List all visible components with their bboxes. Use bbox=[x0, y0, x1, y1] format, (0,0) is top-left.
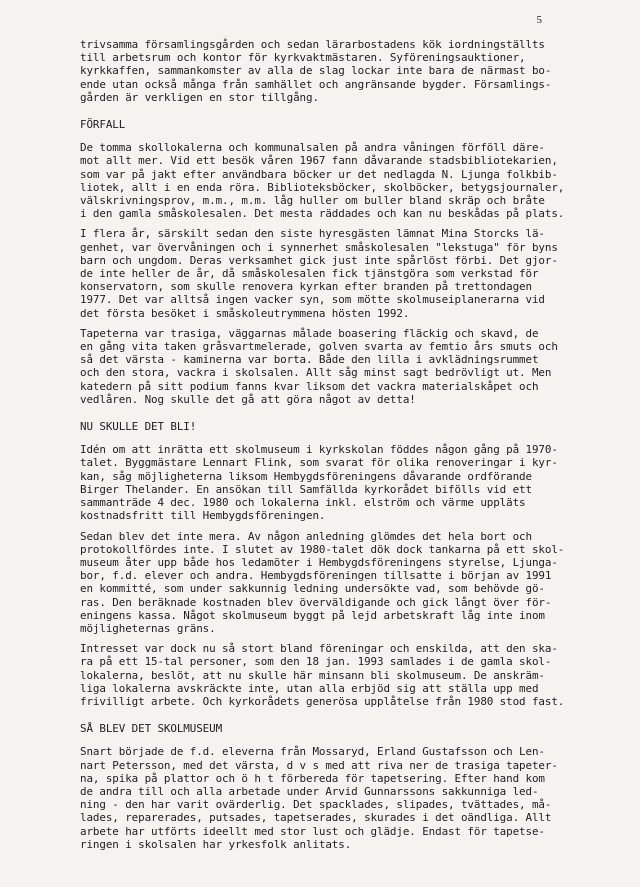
heading-forfall: FÖRFALL bbox=[80, 118, 126, 132]
paragraph-intresset: Intresset var dock nu så stort bland föreningar och enskilda, att den ska- ra på ett 15-tal personer, som den 18 jan. 1993 samlades i de gamla skol- lokalerna, beslöt, att nu skulle här minsann bli skolmuseum. De anskräm- liga lokalerna avskräckte inte, utan alla erbjöd sig att ställa upp med frivilligt arbete. Och kyrkorådets generösa upplåtelse från 1980 stod fast. bbox=[80, 642, 565, 708]
page-number: 5 bbox=[536, 14, 542, 26]
heading-nu-skulle-det-bli: NU SKULLE DET BLI! bbox=[80, 420, 197, 434]
paragraph-sedan-blev-det: Sedan blev det inte mera. Av någon anledning glömdes det hela bort och protokollfördes inte. I slutet av 1980-talet dök dock tankarna på ett skol- museum åter upp både hos ledamöter i Hembygdsföreningens styrelse, Ljunga- bor, f.d. elever och andra. Hembygdsföreningen tillsatte i början av 1991 en kommitté, som under sakkunnig ledning undersökte vad, som behövde gö- ras. Den beräknade kostnaden blev överväldigande och gick långt över för- eningens kassa. Något skolmuseum byggt på lejd arbetskraft låg inte inom möjligheternas gräns. bbox=[80, 529, 565, 635]
paragraph-iden: Idén om att inrätta ett skolmuseum i kyrkskolan föddes någon gång på 1970- talet. Byggmästare Lennart Flink, som svarat för olika renoveringar i kyr- kan, såg möjligheterna liksom Hembygdsföreningens dåvarande ordförande Birger Thelander. En ansökan till Samfällda kyrkorådet bifölls vid ett sammanträde 4 dec. 1980 och lokalerna inkl. elström och värme uppläts kostnadsfritt till Hembygdsföreningen. bbox=[80, 443, 558, 523]
paragraph-tapeterna: Tapeterna var trasiga, väggarnas målade boasering fläckig och skavd, de en gång vita taken gråsvartmelerade, golven svarta av femtio års smuts och så det värsta - kaminerna var borta. Både den lilla i avklädningsrummet och den stora, vackra i skolsalen. Allt såg minst sagt bedrövligt ut. Men katedern på sitt podium fanns kvar liksom det vackra materialskåpet och vedlåren. Nog skulle det gå att göra något av detta! bbox=[80, 326, 558, 406]
paragraph-snart-borjade: Snart började de f.d. eleverna från Mossaryd, Erland Gustafsson och Len- nart Petersson, med det värsta, d v s med att riva ner de trasiga tapeter- na, spika på plattor och ö h t förbereda för tapetsering. Efter hand kom de andra till och alla arbetade under Arvid Gunnarssons sakkunniga led- ning - den har varit ovärderlig. Det spacklades, slipades, tvättades, må- lades, reparerades, putsades, tapetserades, skurades i det oändliga. Allt arbete har utförts ideellt med stor lust och glädje. Endast för tapetse- ringen i skolsalen har yrkesfolk anlitats. bbox=[80, 745, 558, 851]
paragraph-forsamlingsgarden: trivsamma församlingsgården och sedan lärarbostadens kök iordningställts till arbetsrum och kontor för kyrkvaktmästaren. Syföreningsauktioner, kyrkkaffen, sammankomster av alla de slag lockar inte bara de närmast bo- ende utan också många från samhället och angränsande bygder. Församlings- gården är verkligen en stor tillgång. bbox=[80, 38, 552, 104]
heading-sa-blev-det-skolmuseum: SÅ BLEV DET SKOLMUSEUM bbox=[80, 722, 223, 736]
paragraph-skollokalerna: De tomma skollokalerna och kommunalsalen på andra våningen förföll däre- mot allt mer. Vid ett besök våren 1967 fann dåvarande stadsbibliotekarien, som var på jakt efter användbara böcker ur det nedlagda N. Ljunga folkbib- liotek, allt i en enda röra. Biblioteksböcker, skolböcker, betygsjournaler, välskrivningsprov, m.m., m.m. låg huller om buller bland skräp och bråte i den gamla småskolesalen. Det mesta räddades och kan nu beskådas på plats. bbox=[80, 141, 565, 221]
paragraph-lekstuga: I flera år, särskilt sedan den siste hyresgästen lämnat Mina Storcks lä- genhet, var övervåningen och i synnerhet småskolesalen "lekstuga" för byns barn och ungdom. Deras verksamhet gick just inte spårlöst förbi. Det gjor- de inte heller de år, då småskolesalen fick tjänstgöra som verkstad för konservatorn, som skulle renovera kyrkan efter branden på trettondagen 1977. Det var alltså ingen vacker syn, som mötte skolmuseiplanerarna vid det första besöket i småskoleutrymmena hösten 1992. bbox=[80, 227, 558, 320]
